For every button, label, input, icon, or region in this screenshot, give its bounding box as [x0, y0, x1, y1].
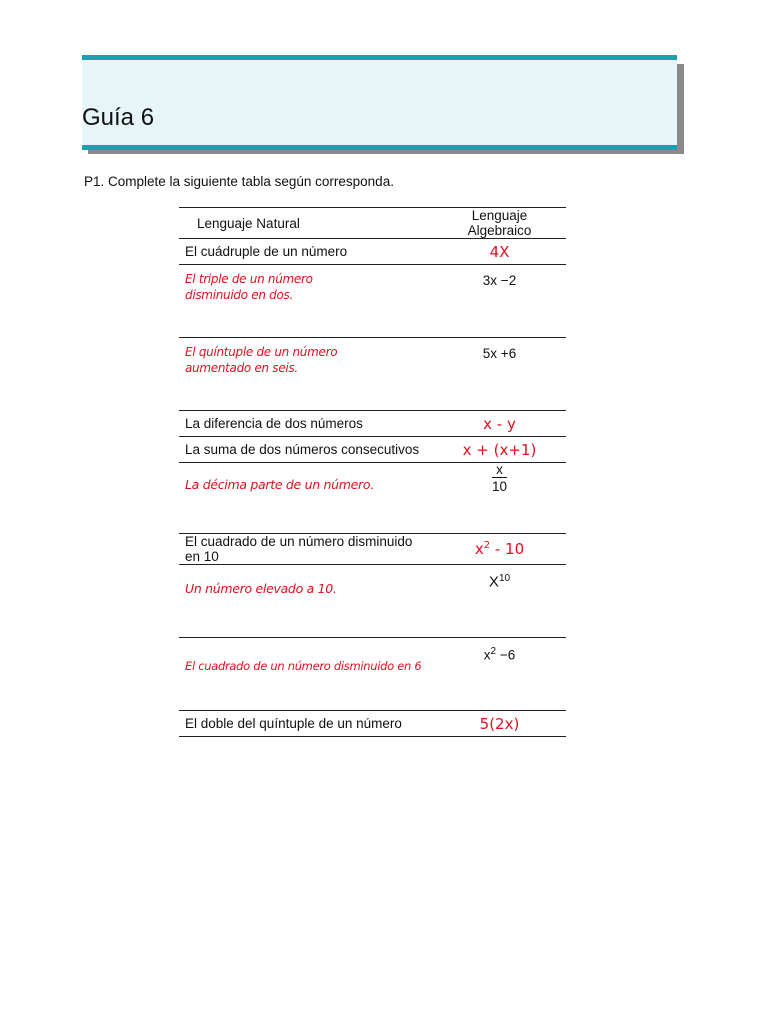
- algebraic-cell: [433, 711, 566, 737]
- translation-table: [179, 207, 566, 737]
- handwritten-answer: $x^2 - 10$: [474, 540, 525, 558]
- table-row: [179, 338, 566, 411]
- handwritten-answer: x + (x+1): [462, 440, 537, 459]
- handwritten-answer: Un número elevado a 10.: [185, 581, 337, 596]
- algebraic-cell: 3x −2: [433, 265, 566, 338]
- algebraic-cell: [433, 239, 566, 265]
- natural-cell: El doble del quíntuple de un número: [179, 711, 433, 737]
- algebraic-cell: [433, 437, 566, 463]
- natural-cell: El cuadrado de un número disminuido en 10: [179, 534, 433, 565]
- table-header-row: [179, 208, 566, 239]
- handwritten-answer: 5(2x): [479, 714, 520, 733]
- table-row: [179, 565, 566, 638]
- table-row: [179, 265, 566, 338]
- fraction-denominator: 10: [491, 479, 508, 494]
- natural-cell: La diferencia de dos números: [179, 411, 433, 437]
- handwritten-answer: 4X: [489, 242, 510, 261]
- table-row: [179, 534, 566, 565]
- handwritten-answer-line2: disminuido en dos.: [185, 288, 293, 302]
- handwritten-answer: x - y: [483, 414, 516, 433]
- algebraic-cell: [433, 411, 566, 437]
- col-algebraic-header: Lenguaje Algebraico: [433, 208, 566, 239]
- page-title: Guía 6: [82, 104, 155, 131]
- handwritten-answer: La décima parte de un número.: [185, 477, 374, 492]
- table-row: [179, 411, 566, 437]
- table-row: [179, 638, 566, 711]
- natural-cell: [179, 265, 433, 338]
- table-row: [179, 437, 566, 463]
- handwritten-answer-line1: El triple de un número: [185, 272, 313, 286]
- natural-cell: El cuádruple de un número: [179, 239, 433, 265]
- natural-cell: La suma de dos números consecutivos: [179, 437, 433, 463]
- algebraic-cell: [433, 534, 566, 565]
- question-prompt: P1. Complete la siguiente tabla según corresponda.: [84, 174, 394, 189]
- col-natural-header: Lenguaje Natural: [179, 208, 433, 239]
- table-row: [179, 711, 566, 737]
- handwritten-answer: El cuadrado de un número disminuido en 6: [185, 659, 422, 673]
- natural-cell: [179, 638, 433, 711]
- natural-cell: [179, 565, 433, 638]
- table-row: [179, 463, 566, 534]
- algebraic-cell: $X^{10}$: [433, 565, 566, 638]
- table-row: [179, 239, 566, 265]
- natural-cell: [179, 463, 433, 534]
- algebraic-cell: 5x +6: [433, 338, 566, 411]
- algebraic-cell: $x^2 -6$: [433, 638, 566, 711]
- natural-cell: [179, 338, 433, 411]
- fraction: [492, 463, 507, 494]
- header-banner: [82, 55, 677, 150]
- handwritten-answer-line1: El quíntuple de un número: [185, 345, 338, 359]
- handwritten-answer-line2: aumentado en seis.: [185, 361, 298, 375]
- fraction-numerator: x: [492, 463, 507, 478]
- algebraic-cell: [433, 463, 566, 534]
